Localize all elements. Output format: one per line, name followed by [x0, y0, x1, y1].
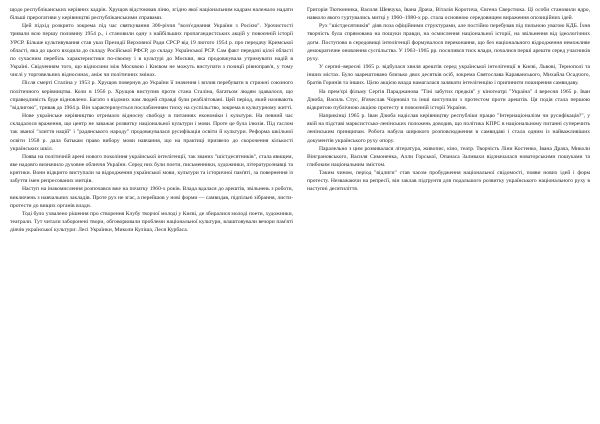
paragraph: Таким чином, період "відлиги" став часом пробудження національної свідомості, появи нових ідей і форм протесту. Незважаючи на репресії, він заклав підґрунтя для подальшого розвитку українського національного руху в наступні десятиліття.: [307, 170, 590, 193]
paragraph: щодо республіканських керівних кадрів. Хрущов відстоював ліню, згідно якої національним кадрам належало надати більші прерогативи у керівництві республіканськими справами.: [10, 7, 293, 22]
paragraph: Після смерті Сталіна у 1953 р. Хрущов повернув до України її значення і вплив перебувати в стрижні союзного політичного керівництва. Коли в 1956 р. Хрущов виступив проти стана Сталіна, багатьом людям здавалося, що справедливість буде відновлено. Багато з відомих нам людей справді були реабілітовані. Цей період, який називають "відлигою", тривав до 1964 р. Він характеризується послабленням тиску на суспільство, зокрема в культурному житті.: [10, 80, 293, 111]
left-text-column: [10, 6, 293, 416]
paragraph: У серпні–вересні 1965 р. відбулася хвиля арештів серед української інтелігенції в Києві, Львові, Тернополі та інших містах. Було заарештовано близько двох десятків осіб, зокрема Святослава Караванського, Михайла Осадчого, братів Горинів та інших. Цією акцією влада намагалася залякати інтелігенцію і припинити поширення самвидаву.: [307, 64, 590, 87]
paragraph: Наступ на інакомислення розпочався вже на початку 1960-х років. Влада вдалася до арештів, звільнень з роботи, виключень з навчальних закладів. Проте рух не згас, а перейшов у нові форми — самвидав, підпільні зібрання, листи-протести до вищих органів влади.: [10, 186, 293, 209]
right-text-column: [307, 6, 590, 416]
paragraph: Цей підхід розкрито зокрема під час святкування 300-річчя "возз'єднання України з Росією". Урочистості тривали всю першу половину 1954 р., і становили одну з найбільших пропагандистських акцій у повоєнній історії УРСР. Більше культивування став указ Президії Верховної Ради СРСР від 19 лютого 1954 р. про передачу Кримської області, яка до цього входила до складу Російської РФСР, до складу Української РСР. Сам факт передачі цілої області по сучасним перебіль характеристики по-своєму і в культурі до Москви, яка продовжувала утримувати надій в Україні. Свідченням того, що відносини між Москвою і Києвом не можуть виступати з позиції рівноправ'я, у тому числі у торговельних відносинах, аніж чи політичних змінах.: [10, 23, 293, 79]
paragraph: Григорія Тютюнника, Василя Шевчука, Івана Драча, Віталія Коротича, Євгена Сверстюка. Ці особи становили ядро, навколо якого гуртувались митці у 1960–1980-х рр. стала основною середовищем вираження опозиційних ідей.: [307, 7, 590, 22]
paragraph: Нове українське керівництво отримало відносну свободу в питаннях економіки і культури. На певний час складалося враження, що центр не заважає розвитку національної культури і мови. Проте це була ілюзія. Під гаслом так званої "злиття націй" і "радянського народу" продовжувалася русифікація освіти й культури. Реформа шкільної освіти 1958 р. дала батькам право вибору мови навчання, що на практиці призвело до скорочення кількості українських шкіл.: [10, 113, 293, 152]
paragraph: Тоді було ухвалено рішення про створення Клубу творчої молоді у Києві, де збиралися молоді поети, художники, театрали. Тут читали заборонені твори, обговорювали проблеми національної культури, влаштовували вечори пам'яті діячів української культури: Лесі Українки, Миколи Куліша, Леся Курбаса.: [10, 210, 293, 234]
paragraph: Паралельно з цим розвивалася література, живопис, кіно, театр. Творчість Ліни Костенко, Івана Драча, Миколи Вінграновського, Василя Симоненка, Алли Горської, Опанаса Заливахи відзначалася новаторськими пошуками та глибоким національним змістом.: [307, 145, 590, 168]
paragraph: Поява на політичній арені нового покоління української інтелігенції, так званих "шістдесятників", стала явищем, яке надовго визначило духовне обличчя України. Серед них були поети, письменники, художники, літературознавці та критики. Вони відкрито виступали за відродження української мови, культури та історичної пам'яті, за повернення із забуття імен репресованих митців.: [10, 153, 293, 185]
paragraph: Рух "шістдесятників" діяв поза офіційними структурами, але постійно перебував під пильною увагою КДБ. Їхня творчість була спрямована на пошуки правди, на осмислення національної історії, на звільнення від ідеологічних догм. Поступово в середовищі інтелігенції формувалося переконання, що без національного відродження неможливе демократичне оновлення суспільства. У 1963–1965 рр. посилився тиск влади, почалися перші арешти серед учасників руху.: [307, 23, 590, 62]
paragraph: На прем'єрі фільму Сергія Параджанова "Тіні забутих предків" у кінотеатрі "Україна" 4 вересня 1965 р. Іван Дзюба, Василь Стус, В'ячеслав Чорновіл та інші виступили з протестом проти арештів. Ця подія стала першою відкритою публічною акцією протесту в повоєнній історії України.: [307, 88, 590, 111]
paragraph: Наприкінці 1965 р. Іван Дзюба надіслав керівництву республіки працю "Інтернаціоналізм чи русифікація?", у якій на підставі марксистсько-ленінських положень доводив, що політика КПРС в національному питанні суперечить ленінським принципам. Робота набула широкого розповсюдження в самвидаві і стала одним із найважливіших документів українського руху опору.: [307, 113, 590, 144]
